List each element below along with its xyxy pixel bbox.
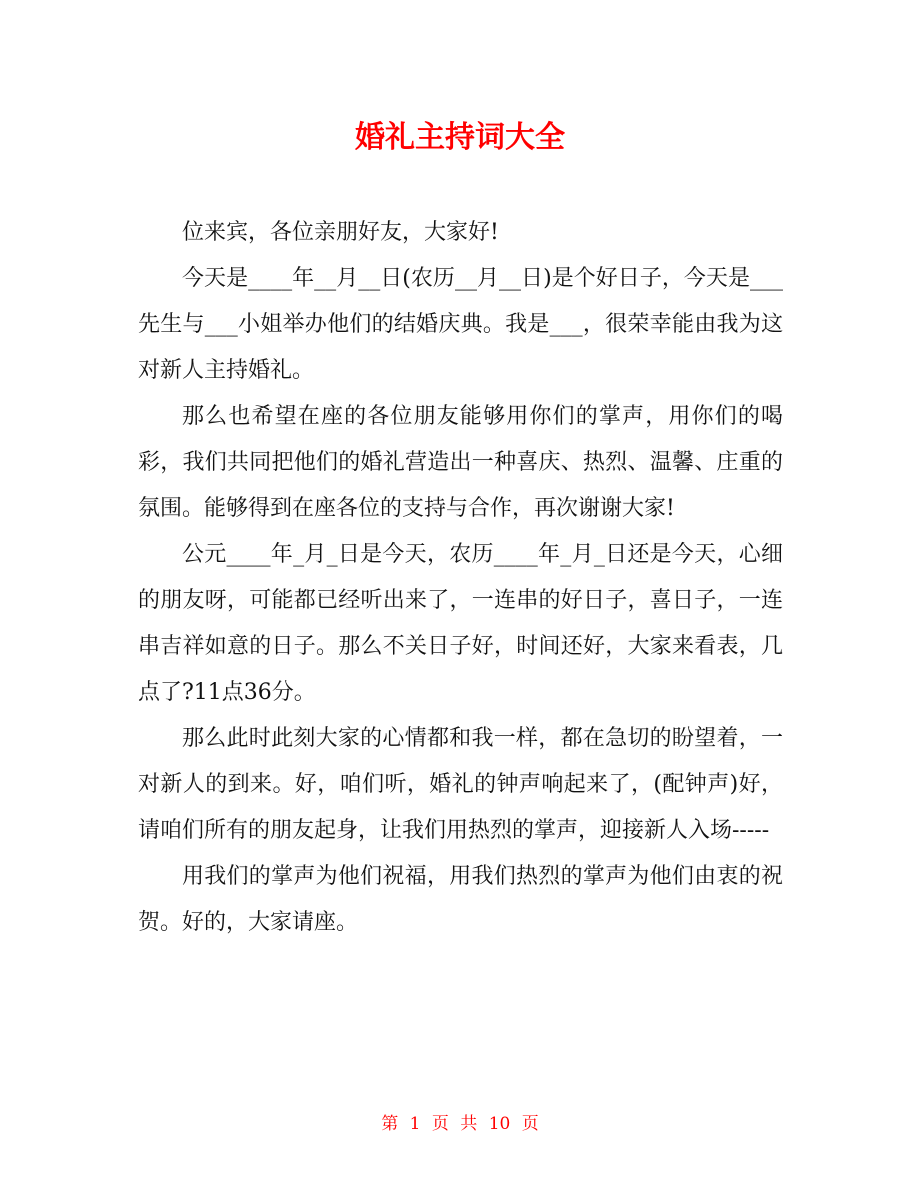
page-footer: 第 1 页 共 10 页 bbox=[381, 1114, 539, 1134]
document-title: 婚礼主持词大全 bbox=[355, 120, 565, 155]
paragraph-applause-request: 那么也希望在座的各位朋友能够用你们的掌声，用你们的喝彩，我们共同把他们的婚礼营造出一种喜庆、热烈、温馨、庄重的氛围。能够得到在座各位的支持与合作，再次谢谢大家! bbox=[138, 404, 783, 521]
document-body bbox=[138, 210, 783, 946]
paragraph-auspicious-day: 公元____年_月_日是今天，农历____年_月_日还是今天，心细的朋友呀，可能都已经听出来了，一连串的好日子，喜日子，一连串吉祥如意的日子。那么不关日子好，时间还好，大家来看表，几点了?11点36分。 bbox=[138, 542, 783, 705]
paragraph-greeting: 位来宾，各位亲朋好友，大家好! bbox=[182, 220, 499, 245]
paragraph-blessing: 用我们的掌声为他们祝福，用我们热烈的掌声为他们由衷的祝贺。好的，大家请座。 bbox=[138, 864, 783, 935]
paragraph-bell-entrance: 那么此时此刻大家的心情都和我一样，都在急切的盼望着，一对新人的到来。好，咱们听，婚礼的钟声响起来了，(配钟声)好，请咱们所有的朋友起身，让我们用热烈的掌声，迎接新人入场----- bbox=[138, 726, 783, 843]
paragraph-date-intro: 今天是____年__月__日(农历__月__日)是个好日子，今天是___先生与___小姐举办他们的结婚庆典。我是___，很荣幸能由我为这对新人主持婚礼。 bbox=[138, 266, 783, 383]
